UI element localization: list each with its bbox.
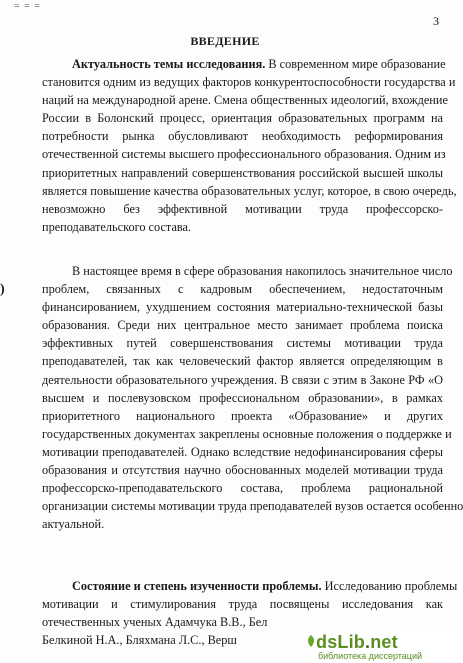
text-line: отечественной системы высшего профессионального образования. Одним из xyxy=(42,147,446,162)
text-line: становится одним из ведущих факторов конкурентоспособности государства и xyxy=(42,75,456,90)
text-line: государственных документах закреплены основные положения о поддержке и xyxy=(42,426,452,441)
section-heading: ВВЕДЕНИЕ xyxy=(190,34,260,48)
margin-mark: ) xyxy=(0,282,5,297)
scan-top-mark: = = = xyxy=(14,1,41,12)
page-number: 3 xyxy=(433,14,439,28)
text-line: актуальной. xyxy=(42,517,105,532)
text-line: финансированием, ухудшением состояния материально-технической базы xyxy=(42,300,443,315)
paragraph-relevance xyxy=(42,55,457,236)
leaf-icon xyxy=(306,635,316,647)
text-line: является повышение качества образовательных услуг, которое, в свою очередь, xyxy=(42,183,457,198)
text-line: Белкиной Н.А., Бляхмана Л.С., Верш xyxy=(42,633,237,648)
text-line: эффективных путей совершенствования системы мотивации труда xyxy=(42,336,443,351)
text-line: образования. Среди них центральное место занимает проблема поиска xyxy=(42,318,443,333)
watermark-caption: библиотека диссертаций xyxy=(318,651,423,661)
text-line: потребности рынка обусловливают необходимость реформирования xyxy=(42,129,443,144)
text-line: преподавателей, так как человеческий фактор является определяющим в xyxy=(42,354,443,369)
paragraph-lead: Актуальность темы исследования. xyxy=(72,57,266,71)
text-line: преподавательского состава. xyxy=(42,219,192,234)
text-line: деятельности образовательного учреждения. В связи с этим в Законе РФ «О xyxy=(42,372,443,387)
text-line: профессорско-преподавательского состава, проблема рациональной xyxy=(42,481,443,496)
dslib-watermark[interactable] xyxy=(310,631,450,663)
paragraph-lead: Состояние и степень изученности проблемы. xyxy=(72,579,322,593)
text-line: наций на международной арене. Смена общественных идеологий, вхождение xyxy=(42,93,448,108)
text-line: приоритетных направлений совершенствования российской высшей школы xyxy=(42,165,443,180)
text-line: мотивации и стимулирования труда посвящены исследования как xyxy=(42,597,443,612)
watermark-logo xyxy=(316,632,398,653)
text-line xyxy=(42,55,446,73)
paragraph-current-state xyxy=(42,262,463,533)
watermark-dot: . xyxy=(365,632,371,652)
text-line: проблем, связанных с кадровым обеспечением, недостаточным xyxy=(42,282,443,297)
text-line: приоритетного национального проекта «Образование» и других xyxy=(42,408,443,423)
text-line: невозможно без эффективной мотивации труда профессорско- xyxy=(42,201,443,216)
watermark-tld: net xyxy=(370,632,398,652)
text-line: В настоящее время в сфере образования накопилось значительное число xyxy=(72,264,453,278)
text-line: мотивации преподавателей. Однако вследствие недофинансирования сферы xyxy=(42,444,443,459)
line-text: В современном мире образование xyxy=(265,57,446,71)
line-text: Исследованию проблемы xyxy=(321,579,458,593)
text-line: организации системы мотивации труда преподавателей вузов остается особенно xyxy=(42,499,463,514)
text-line: России в Болонский процесс, ориентация образовательных программ на xyxy=(42,111,443,126)
text-line: высшем и послевузовском профессиональном образовании», в рамках xyxy=(42,390,443,405)
watermark-brand: dsLib xyxy=(316,632,365,652)
text-line: образования и отсутствия научно обоснованных моделей мотивации труда xyxy=(42,463,443,478)
text-line: отечественных ученых Адамчука В.В., Бел xyxy=(42,615,268,630)
text-line xyxy=(42,577,458,595)
